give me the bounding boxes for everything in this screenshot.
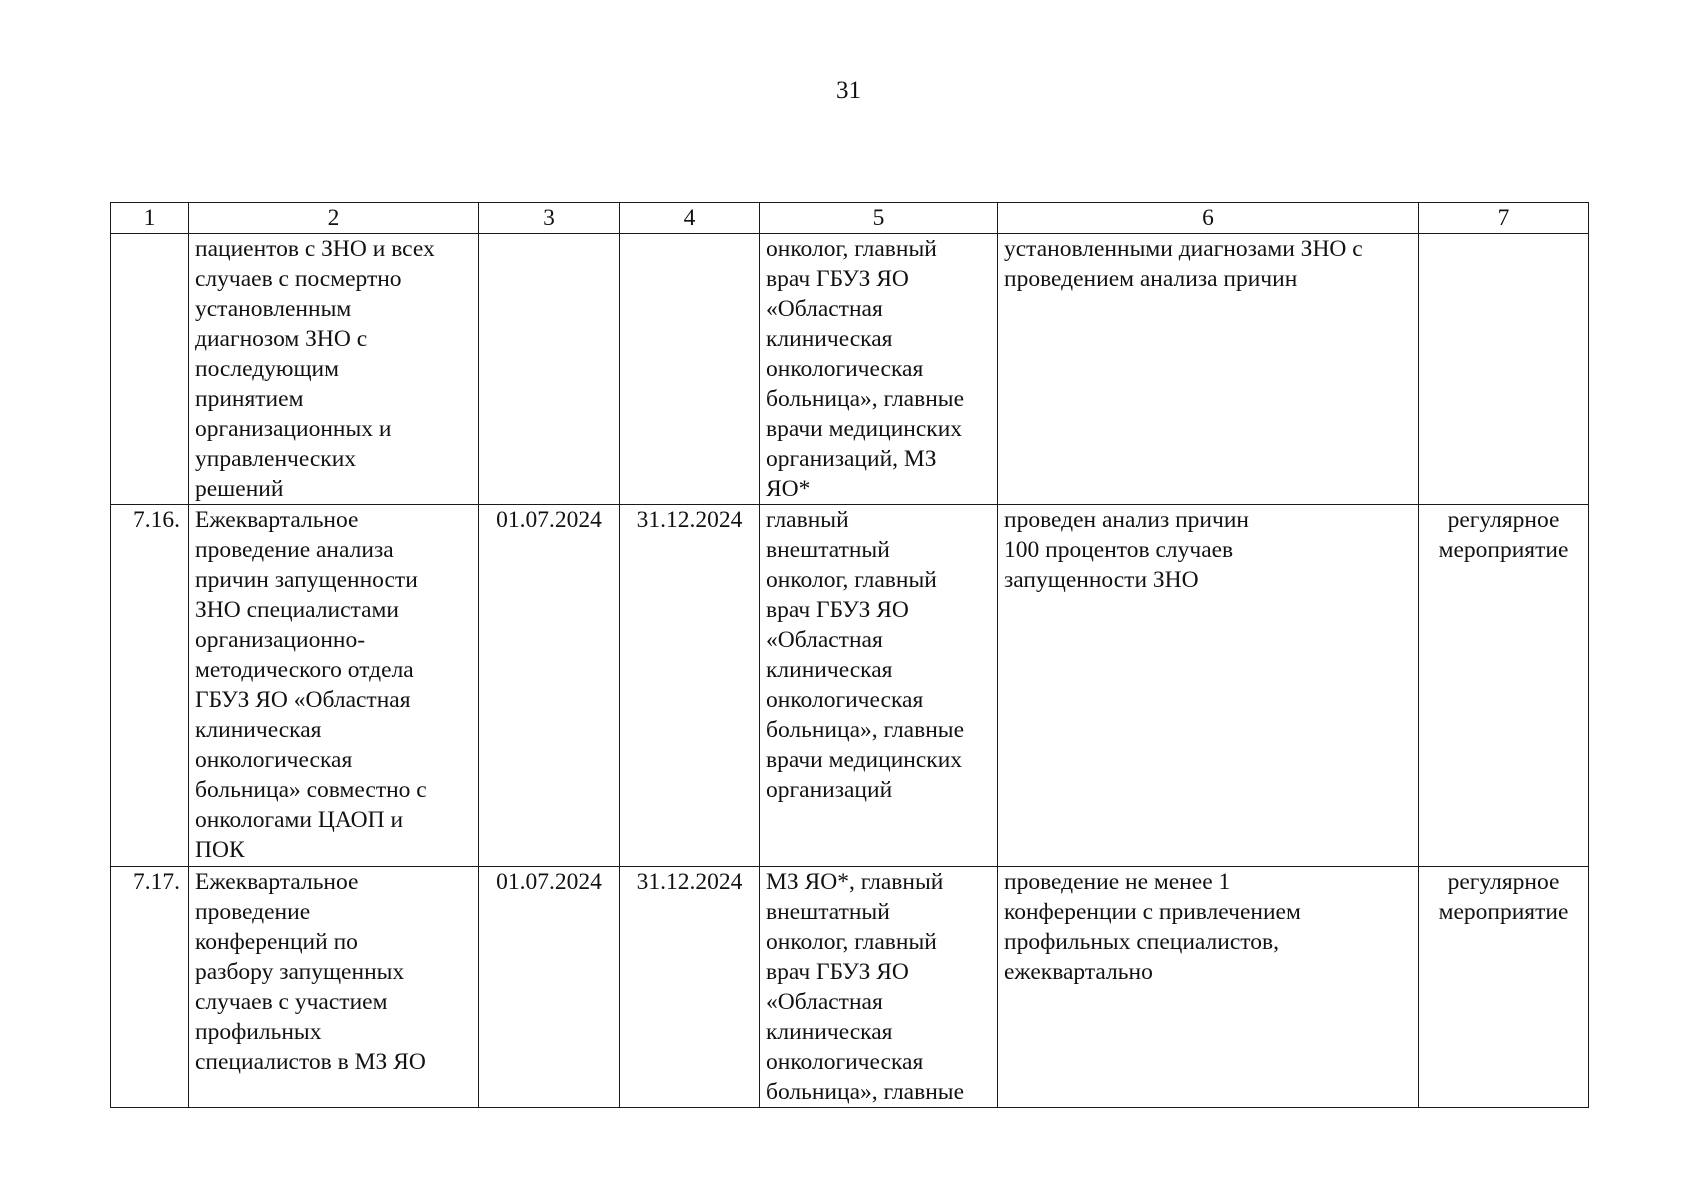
result-cell: установленными диагнозами ЗНО с проведением анализа причин [998,234,1419,505]
measure-cell: Ежеквартальное проведение анализа причин запущенности ЗНО специалистами организационно- методического отдела ГБУЗ ЯО «Областная клиническая онкологическая больница» совместно с онкологами ЦАОП и ПОК [189,505,479,867]
status-cell: регулярное мероприятие [1419,867,1589,1108]
header-row [111,203,1589,234]
column-header-5: 5 [760,203,998,234]
result-cell: проведение не менее 1 конференции с привлечением профильных специалистов, ежеквартально [998,867,1419,1108]
row-number: 7.16. [111,505,189,867]
table-row [111,505,1589,867]
start-date-cell [479,234,620,505]
column-header-1: 1 [111,203,189,234]
row-number [111,234,189,505]
table-row [111,234,1589,505]
end-date-cell: 31.12.2024 [620,867,760,1108]
table-row [111,867,1589,1108]
result-cell: проведен анализ причин 100 процентов случаев запущенности ЗНО [998,505,1419,867]
column-header-6: 6 [998,203,1419,234]
measure-cell: пациентов с ЗНО и всех случаев с посмертно установленным диагнозом ЗНО с последующим принятием организационных и управленческих решений [189,234,479,505]
end-date-cell: 31.12.2024 [620,505,760,867]
end-date-cell [620,234,760,505]
responsible-cell: МЗ ЯО*, главный внештатный онколог, главный врач ГБУЗ ЯО «Областная клиническая онкологическая больница», главные [760,867,998,1108]
start-date-cell: 01.07.2024 [479,867,620,1108]
column-header-7: 7 [1419,203,1589,234]
measure-cell: Ежеквартальное проведение конференций по разбору запущенных случаев с участием профильных специалистов в МЗ ЯО [189,867,479,1108]
column-header-2: 2 [189,203,479,234]
start-date-cell: 01.07.2024 [479,505,620,867]
status-cell [1419,234,1589,505]
status-cell: регулярное мероприятие [1419,505,1589,867]
plan-table [110,202,1589,1108]
column-header-4: 4 [620,203,760,234]
row-number: 7.17. [111,867,189,1108]
responsible-cell: онколог, главный врач ГБУЗ ЯО «Областная клиническая онкологическая больница», главные врачи медицинских организаций, МЗ ЯО* [760,234,998,505]
column-header-3: 3 [479,203,620,234]
responsible-cell: главный внештатный онколог, главный врач ГБУЗ ЯО «Областная клиническая онкологическая больница», главные врачи медицинских организаций [760,505,998,867]
page-number: 31 [836,77,861,104]
